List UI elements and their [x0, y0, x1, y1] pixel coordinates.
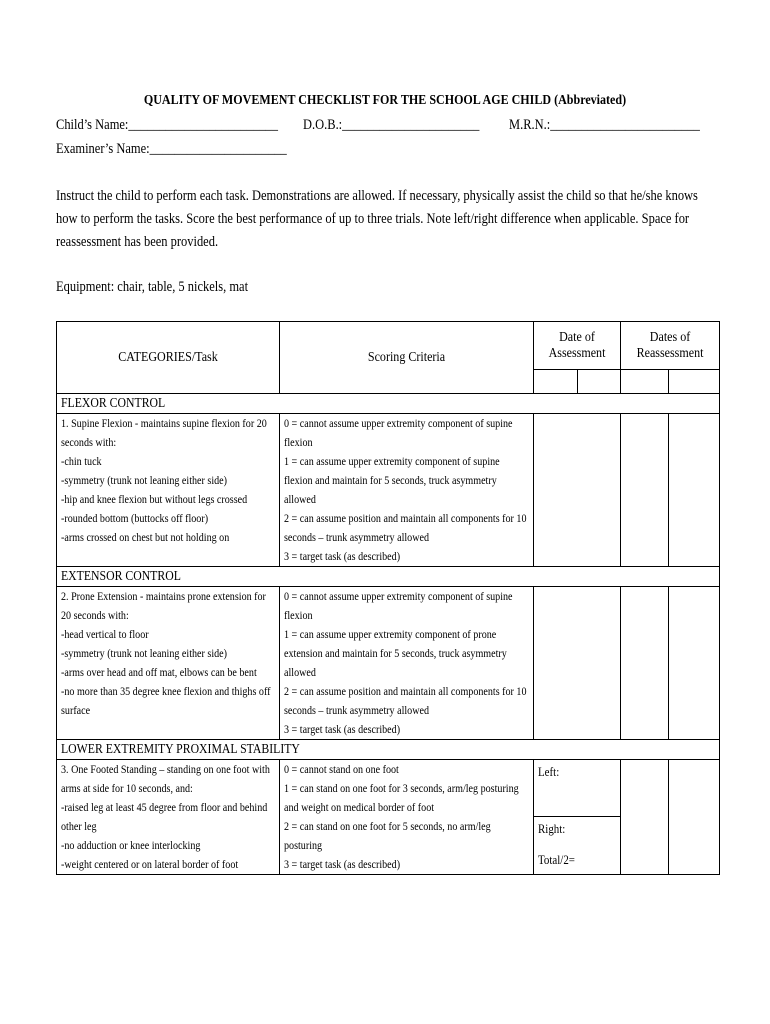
- date-cell[interactable]: [621, 370, 669, 394]
- dob-field[interactable]: D.O.B.:______________________: [303, 117, 480, 133]
- criteria-cell: 0 = cannot assume upper extremity component of supine flexion 1 = can assume upper extremity component of supine flexion and maintain for 5 seconds, truck asymmetry allowed 2 = can assume position and maintain all components for 10 seconds – trunk asymmetry allowed 3 = target task (as described): [280, 414, 534, 567]
- date-cell[interactable]: [578, 370, 621, 394]
- header-task: CATEGORIES/Task: [57, 322, 280, 394]
- header-reassessment: Dates of Reassessment: [621, 322, 720, 370]
- left-label: Left:: [538, 764, 560, 779]
- task-cell: 3. One Footed Standing – standing on one foot with arms at side for 10 seconds, and: -raised leg at least 45 degree from floor and behind other leg -no adduction or knee interlocking -weight centered or on lateral border of foot: [57, 760, 280, 875]
- score-cell[interactable]: [669, 760, 720, 875]
- score-cell[interactable]: [669, 414, 720, 567]
- section-heading: LOWER EXTREMITY PROXIMAL STABILITY: [57, 740, 720, 760]
- section-heading: EXTENSOR CONTROL: [57, 567, 720, 587]
- task-cell: 1. Supine Flexion - maintains supine flexion for 20 seconds with: -chin tuck -symmetry (trunk not leaning either side) -hip and knee flexion but without legs crossed -rounded bottom (buttocks off floor) -arms crossed on chest but not holding on: [57, 414, 280, 567]
- criteria-cell: 0 = cannot stand on one foot 1 = can stand on one foot for 3 seconds, arm/leg posturing and weight on medical border of foot 2 = can stand on one foot for 5 seconds, no arm/leg posturing 3 = target task (as described): [280, 760, 534, 875]
- score-cell[interactable]: [621, 760, 669, 875]
- instructions: Instruct the child to perform each task. Demonstrations are allowed. If necessary, physically assist the child so that he/she knows how to perform the tasks. Score the best performance of up to three trials. Note left/right difference when applicable. Space for reassessment has been provided.: [56, 188, 698, 250]
- section-heading: FLEXOR CONTROL: [57, 394, 720, 414]
- score-cell[interactable]: [621, 587, 669, 740]
- header-date: Date of Assessment: [534, 322, 621, 370]
- page-title: QUALITY OF MOVEMENT CHECKLIST FOR THE SCHOOL AGE CHILD (Abbreviated): [143, 93, 627, 108]
- right-label: Right:: [538, 821, 566, 836]
- date-cell[interactable]: [534, 370, 578, 394]
- total-label: Total/2=: [538, 852, 575, 867]
- score-cell[interactable]: [621, 414, 669, 567]
- header-criteria: Scoring Criteria: [280, 322, 534, 394]
- child-name-field[interactable]: Child’s Name:________________________: [56, 117, 279, 133]
- mrn-field[interactable]: M.R.N.:________________________: [509, 117, 700, 133]
- task-cell: 2. Prone Extension - maintains prone extension for 20 seconds with: -head vertical to floor -symmetry (trunk not leaning either side) -arms over head and off mat, elbows can be bent -no more than 35 degree knee flexion and thighs off surface: [57, 587, 280, 740]
- score-cell[interactable]: [534, 587, 621, 740]
- examiner-field[interactable]: Examiner’s Name:______________________: [56, 141, 287, 157]
- left-right-score-cell[interactable]: [534, 760, 621, 875]
- equipment-note: Equipment: chair, table, 5 nickels, mat: [56, 279, 249, 295]
- score-cell[interactable]: [534, 414, 621, 567]
- score-cell[interactable]: [669, 587, 720, 740]
- criteria-cell: 0 = cannot assume upper extremity component of supine flexion 1 = can assume upper extremity component of prone extension and maintain for 5 seconds, truck asymmetry allowed 2 = can assume position and maintain all components for 10 seconds – trunk asymmetry allowed 3 = target task (as described): [280, 587, 534, 740]
- date-cell[interactable]: [669, 370, 720, 394]
- checklist-table: [56, 321, 720, 875]
